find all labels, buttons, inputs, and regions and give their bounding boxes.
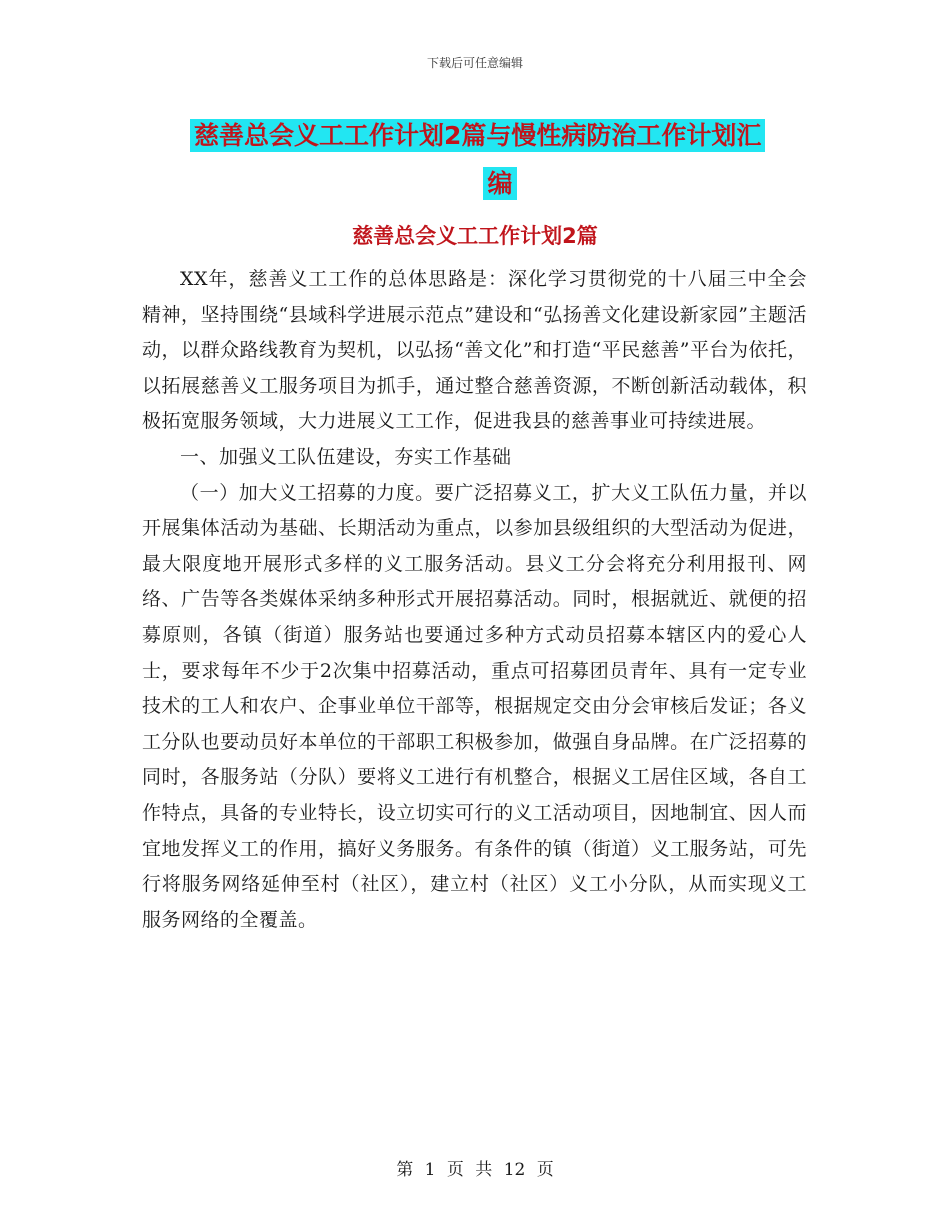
section-title: 慈善总会义工工作计划2篇	[352, 224, 598, 248]
document-body	[142, 262, 807, 938]
body-paragraph-recruitment: （一）加大义工招募的力度。要广泛招募义工，扩大义工队伍力量，并以开展集体活动为基础、长期活动为重点，以参加县级组织的大型活动为促进，最大限度地开展形式多样的义工服务活动。县义工分会将充分利用报刊、网络、广告等各类媒体采纳多种形式开展招募活动。同时，根据就近、就便的招募原则，各镇（街道）服务站也要通过多种方式动员招募本辖区内的爱心人士，要求每年不少于2次集中招募活动，重点可招募团员青年、具有一定专业技术的工人和农户、企事业单位干部等，根据规定交由分会审核后发证；各义工分队也要动员好本单位的干部职工积极参加，做强自身品牌。在广泛招募的同时，各服务站（分队）要将义工进行有机整合，根据义工居住区域，各自工作特点，具备的专业特长，设立切实可行的义工活动项目，因地制宜、因人而宜地发挥义工的作用，搞好义务服务。有条件的镇（街道）义工服务站，可先行将服务网络延伸至村（社区），建立村（社区）义工小分队，从而实现义工服务网络的全覆盖。	[142, 481, 807, 931]
page-header-note: 下载后可任意编辑	[426, 56, 523, 70]
document-title-line-1: 慈善总会义工工作计划2篇与慢性病防治工作计划汇	[190, 119, 765, 152]
document-title-line-2: 编	[483, 167, 516, 200]
body-heading-one: 一、加强义工队伍建设，夯实工作基础	[180, 445, 512, 468]
body-paragraph-intro: XX年，慈善义工工作的总体思路是：深化学习贯彻党的十八届三中全会精神，坚持围绕“县域科学进展示范点”建设和“弘扬善文化建设新家园”主题活动，以群众路线教育为契机，以弘扬“善文化”和打造“平民慈善”平台为依托，以拓展慈善义工服务项目为抓手，通过整合慈善资源，不断创新活动载体，积极拓宽服务领域，大力进展义工工作，促进我县的慈善事业可持续进展。	[142, 268, 807, 433]
page-number-footer: 第 1 页 共 12 页	[396, 1160, 554, 1180]
document-title	[190, 112, 810, 208]
